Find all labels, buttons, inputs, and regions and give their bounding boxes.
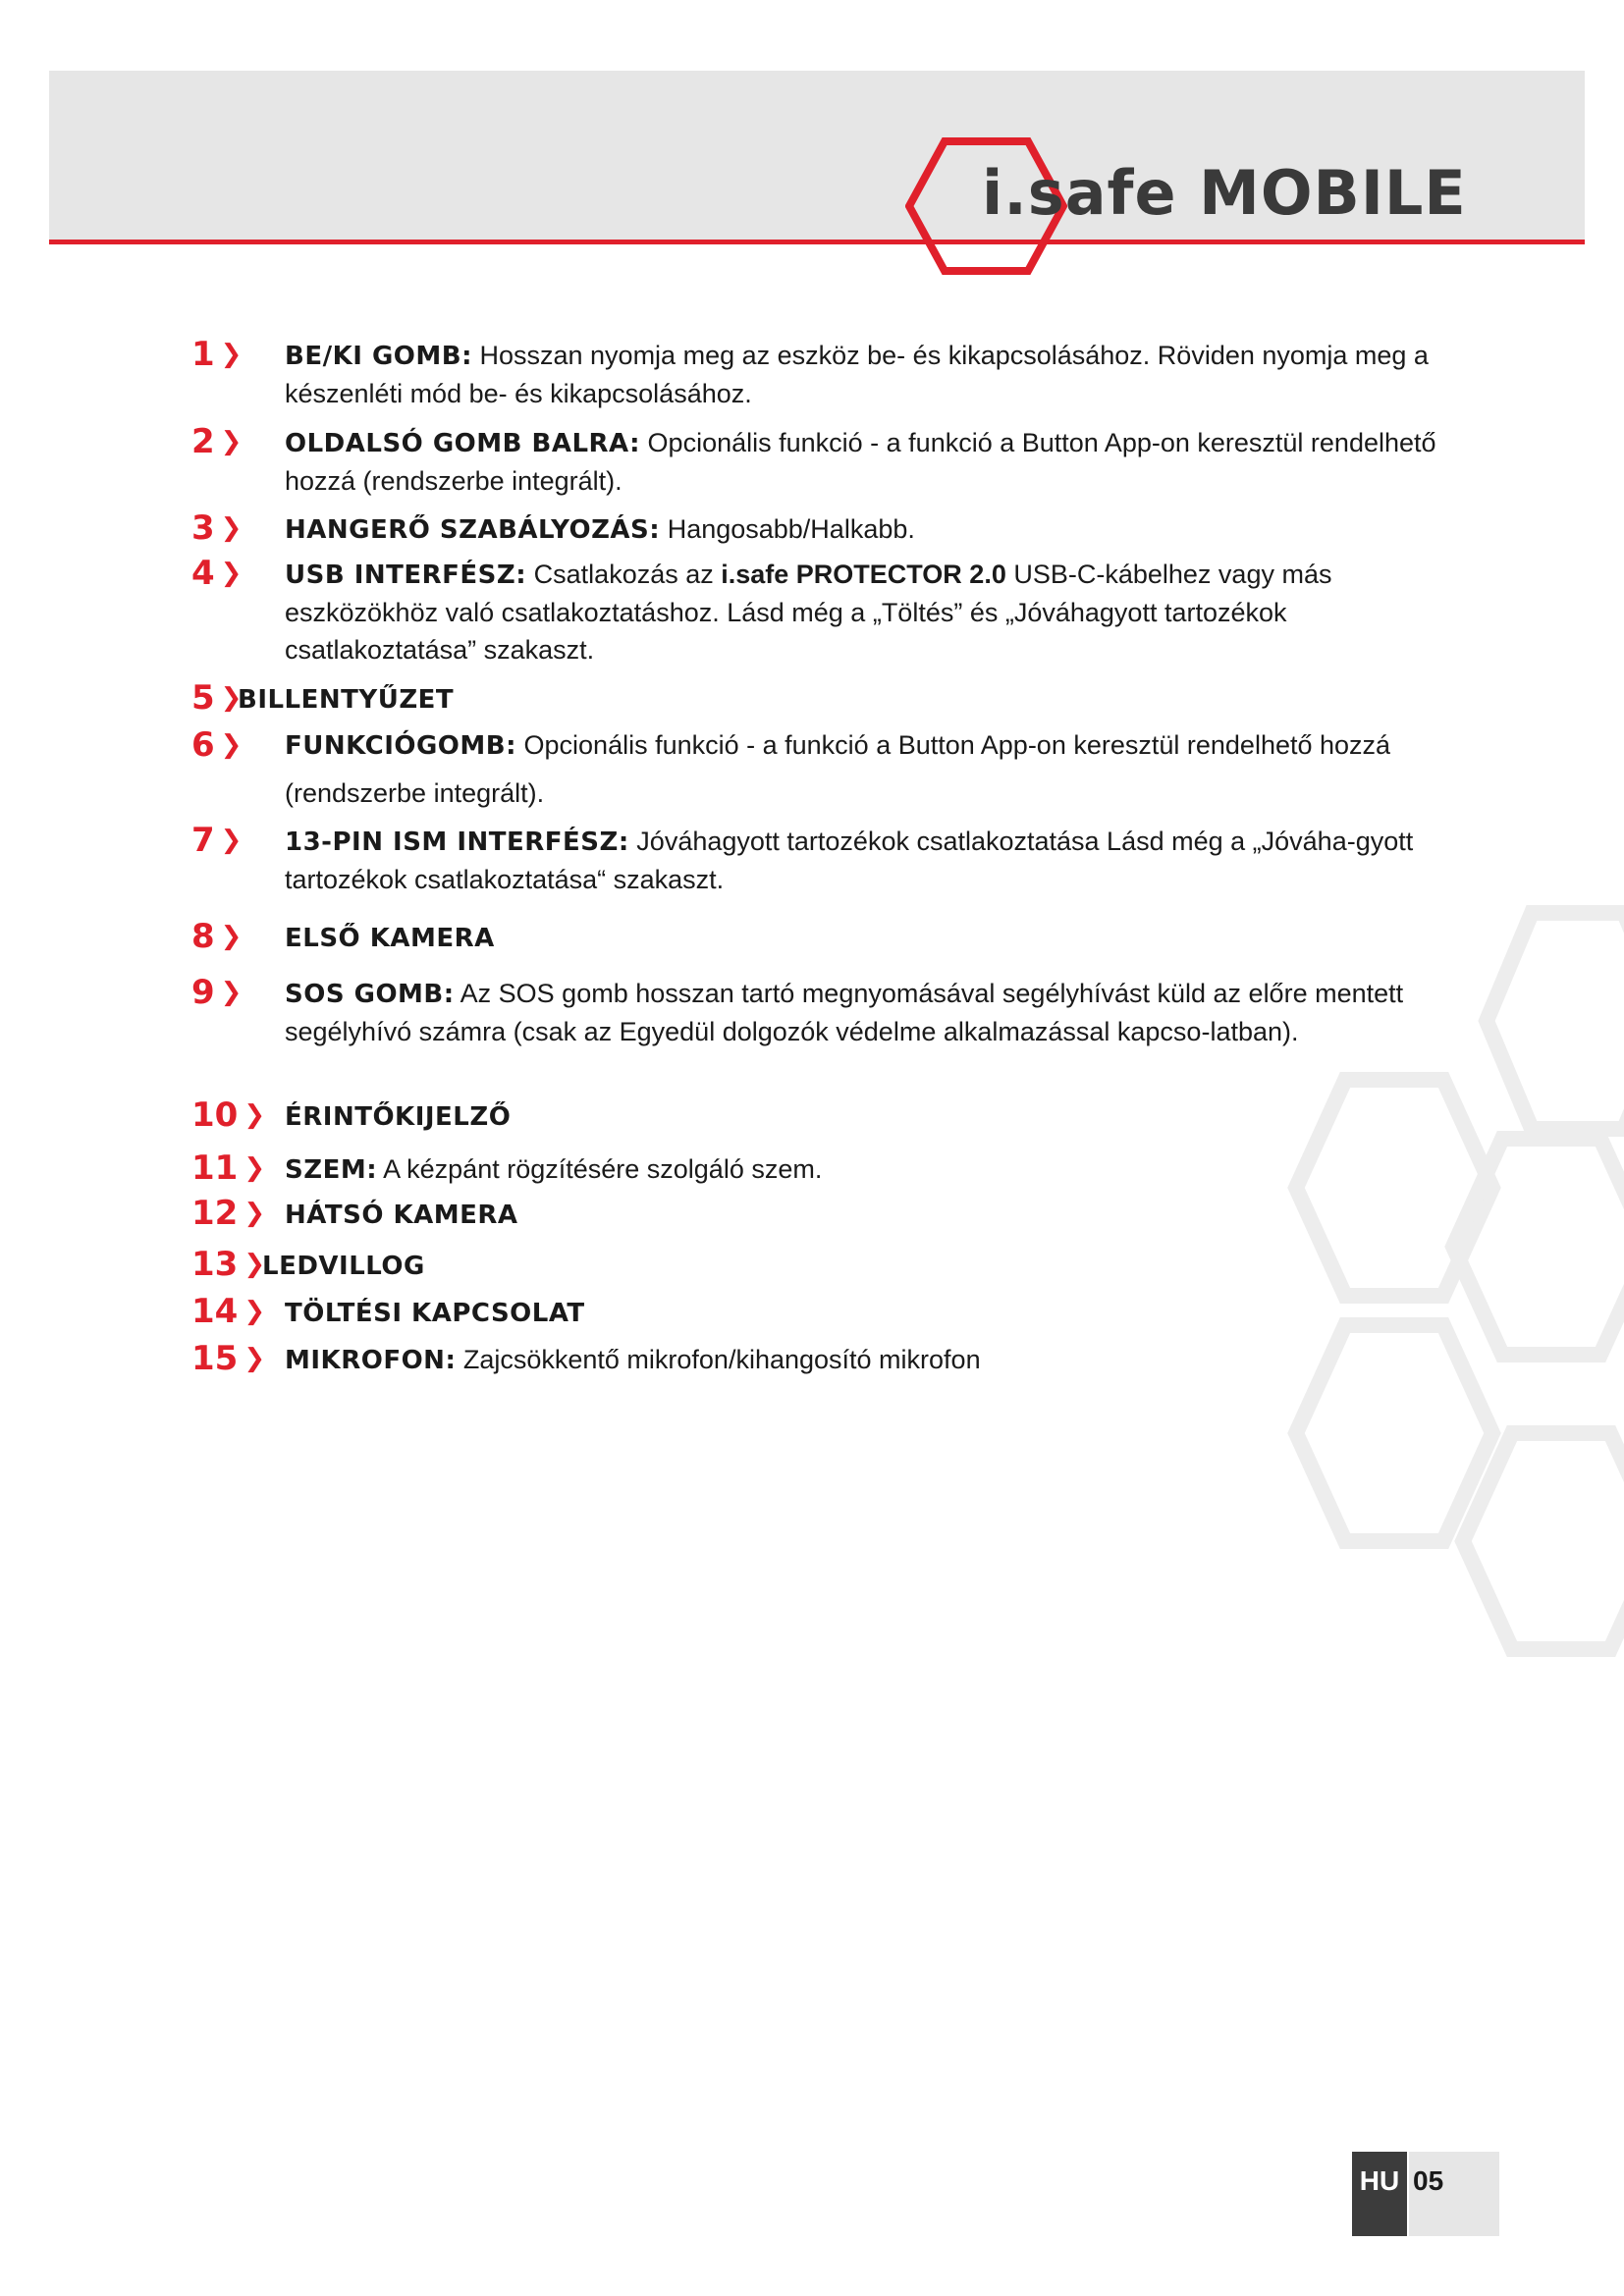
item-number: 1 ❯ (191, 335, 243, 374)
item-label: BE/KI GOMB: (285, 342, 472, 371)
item-label: FUNKCIÓGOMB: (285, 731, 517, 761)
chevron-right-icon: ❯ (244, 1344, 266, 1373)
chevron-right-icon: ❯ (244, 1297, 266, 1326)
chevron-right-icon: ❯ (220, 427, 243, 456)
item-number: 6 ❯ (191, 725, 243, 765)
item-text: Opcionális funkció - a funkció a Button App-on keresztül rendelhető hozzá (rendszerbe integrált). (285, 730, 1391, 808)
item-label: SOS GOMB: (285, 980, 455, 1009)
item-text: Az SOS gomb hosszan tartó megnyomásával segélyhívást küld az előre mentett segélyhívó számra (csak az Egyedül dolgozók védelme alkalmazással kapcso-latban). (285, 979, 1404, 1046)
item-label: ÉRINTŐKIJELZŐ (285, 1102, 512, 1132)
chevron-right-icon: ❯ (220, 826, 243, 855)
header-red-line (49, 240, 1585, 244)
item-label: HANGERŐ SZABÁLYOZÁS: (285, 515, 661, 545)
item-number: 3 ❯ (191, 508, 243, 548)
chevron-right-icon: ❯ (220, 978, 243, 1007)
chevron-right-icon: ❯ (244, 1199, 266, 1228)
chevron-right-icon: ❯ (244, 1153, 266, 1183)
chevron-right-icon: ❯ (220, 559, 243, 588)
item-number: 10 ❯ (191, 1095, 266, 1135)
item-number: 12 ❯ (191, 1194, 266, 1233)
item-number: 7 ❯ (191, 821, 243, 860)
item-label: MIKROFON: (285, 1346, 457, 1375)
item-number: 2 ❯ (191, 422, 243, 461)
item-label: HÁTSÓ KAMERA (285, 1201, 518, 1230)
item-text: Zajcsökkentő mikrofon/kihangosító mikrofon (456, 1345, 981, 1374)
item-label: SZEM: (285, 1155, 378, 1185)
item-number: 9 ❯ (191, 973, 243, 1012)
chevron-right-icon: ❯ (220, 683, 243, 713)
chevron-right-icon: ❯ (244, 1100, 266, 1130)
chevron-right-icon: ❯ (220, 730, 243, 760)
item-number: 13 ❯ (191, 1245, 266, 1284)
chevron-right-icon: ❯ (220, 922, 243, 951)
page-footer-tag (1352, 2152, 1499, 2236)
item-label: USB INTERFÉSZ: (285, 561, 527, 590)
chevron-right-icon: ❯ (220, 340, 243, 369)
item-number: 8 ❯ (191, 917, 243, 956)
item-label: LEDVILLOG (262, 1252, 425, 1281)
item-label: OLDALSÓ GOMB BALRA: (285, 429, 641, 458)
item-label: TÖLTÉSI KAPCSOLAT (285, 1299, 585, 1328)
logo-text: i.safe MOBILE (982, 157, 1467, 229)
chevron-right-icon: ❯ (244, 1250, 266, 1279)
item-number: 5 ❯ (191, 678, 243, 718)
item-text: Hosszan nyomja meg az eszköz be- és kikapcsolásához. Röviden nyomja meg a készenléti mód be- és kikapcsolásához. (285, 341, 1429, 408)
item-number: 15 ❯ (191, 1339, 266, 1378)
item-number: 11 ❯ (191, 1148, 266, 1188)
hexagon-pattern-decoration (1247, 883, 1624, 2061)
chevron-right-icon: ❯ (220, 513, 243, 543)
language-code: HU (1359, 2165, 1400, 2196)
item-label: BILLENTYŰZET (238, 685, 455, 715)
item-text: Jóváhagyott tartozékok csatlakoztatása Lásd még a „Jóváha-gyott tartozékok csatlakoztatása“ szakaszt. (285, 827, 1414, 894)
item-label: ELSŐ KAMERA (285, 924, 495, 953)
item-number: 4 ❯ (191, 554, 243, 593)
item-label: 13-PIN ISM INTERFÉSZ: (285, 828, 629, 857)
page-number: 05 (1413, 2165, 1444, 2196)
product-name: i.safe PROTECTOR 2.0 (721, 560, 1006, 589)
item-number: 14 ❯ (191, 1292, 266, 1331)
item-text: A kézpánt rögzítésére szolgáló szem. (377, 1154, 823, 1184)
item-text: Opcionális funkció - a funkció a Button App-on keresztül rendelhető hozzá (rendszerbe integrált). (285, 428, 1436, 496)
item-text: Hangosabb/Halkabb. (660, 514, 915, 544)
